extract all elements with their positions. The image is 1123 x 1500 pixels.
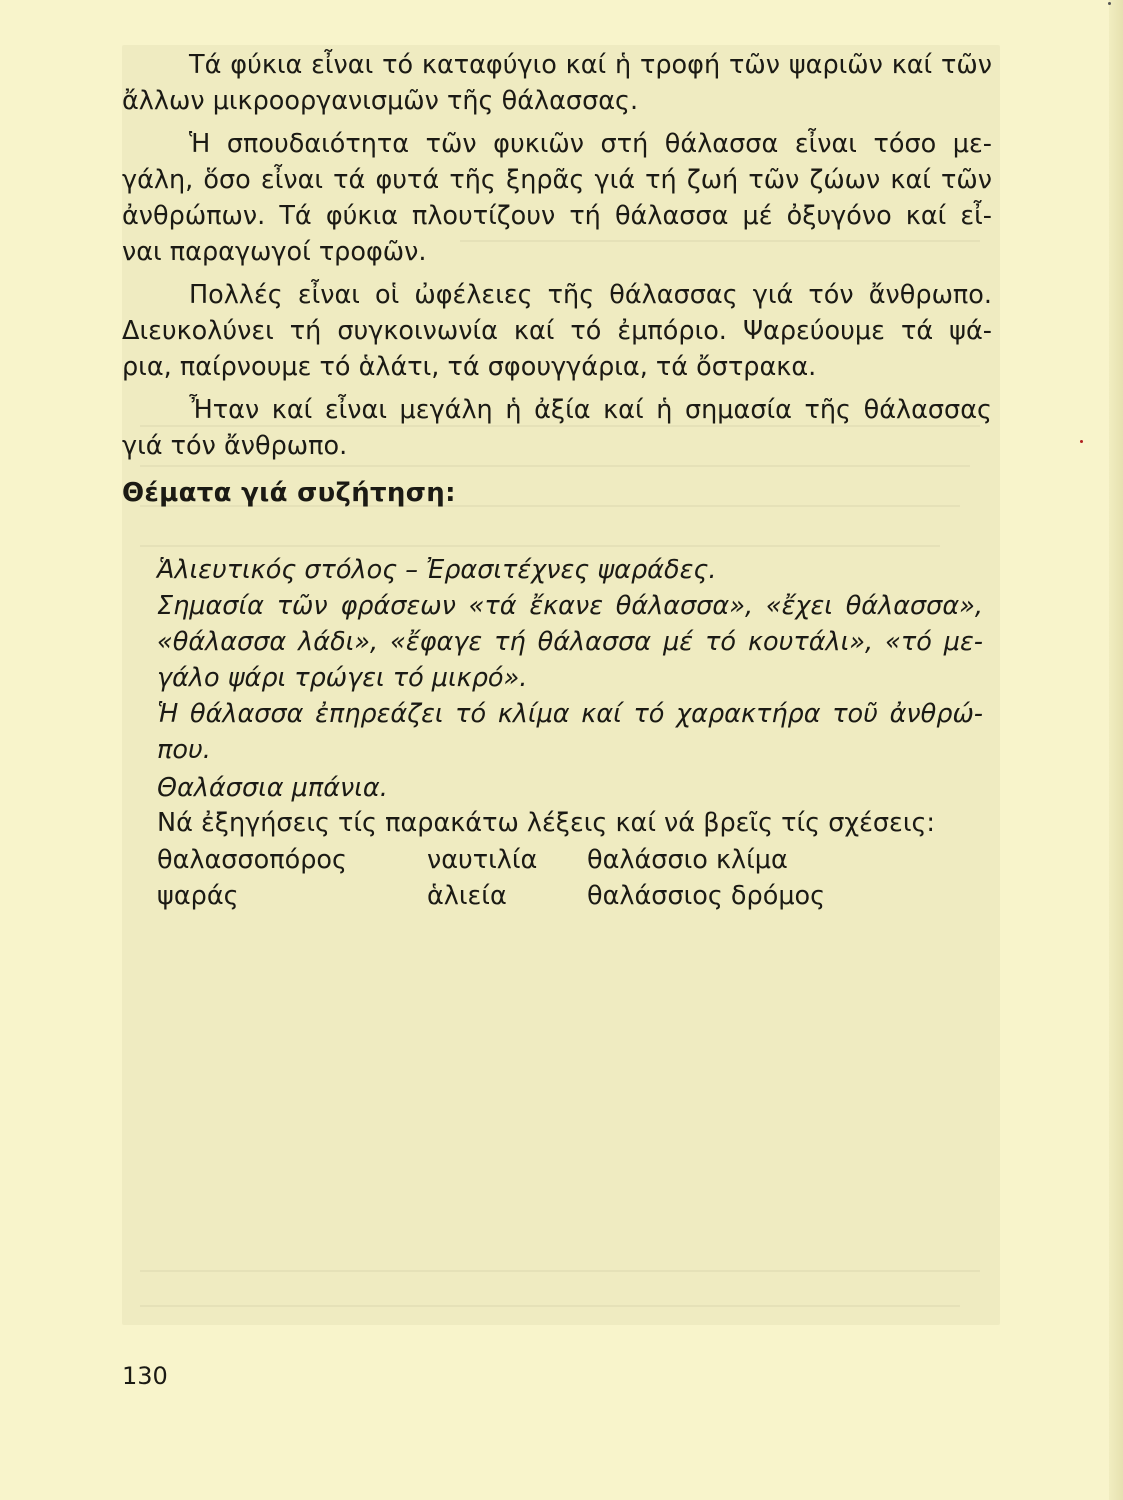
text-line: ρια, παίρνουμε τό ἁλάτι, τά σφουγγάρια, τά ὄστρακα. [122, 352, 817, 382]
paragraph-4 [122, 392, 992, 464]
word: ψαράς [157, 881, 239, 911]
paragraph-3 [122, 277, 992, 385]
topic-line: «θάλασσα λάδι», «ἔφαγε τή θάλασσα μέ τό κουτάλι», «τό με- [157, 627, 983, 657]
page-edge [1109, 0, 1123, 1500]
ink-speck [1108, 2, 1111, 5]
text-line: γιά τόν ἄνθρωπο. [122, 431, 348, 461]
text-line: Πολλές εἶναι οἱ ὠφέλειες τῆς θάλασσας γιά τόν ἄνθρωπο. [189, 280, 992, 310]
paragraph-2 [122, 126, 992, 270]
text-line: ναι παραγωγοί τροφῶν. [122, 237, 427, 267]
word: θαλάσσιος δρόμος [587, 881, 826, 911]
discussion-heading: Θέματα γιά συζήτηση: [122, 478, 456, 508]
word: ἁλιεία [427, 881, 507, 911]
text-line: Διευκολύνει τή συγκοινωνία καί τό ἐμπόριο. Ψαρεύουμε τά ψά- [122, 316, 992, 346]
text-line: Τά φύκια εἶναι τό καταφύγιο καί ἡ τροφή τῶν ψαριῶν καί τῶν [189, 50, 992, 80]
topic-line: Θαλάσσια μπάνια. [157, 773, 388, 803]
topic-line: Ἁλιευτικός στόλος – Ἐρασιτέχνες ψαράδες. [157, 555, 717, 585]
exercise-instruction [157, 805, 983, 841]
word: θαλάσσιο κλίμα [587, 845, 788, 875]
topic-line: γάλο ψάρι τρώγει τό μικρό». [157, 663, 528, 693]
text-line: Ἦταν καί εἶναι μεγάλη ἡ ἀξία καί ἡ σημασία τῆς θάλασσας [189, 395, 992, 425]
instruction-text: Νά ἐξηγήσεις τίς παρακάτω λέξεις καί νά βρεῖς τίς σχέσεις: [157, 808, 936, 838]
word: θαλασσοπόρος [157, 845, 347, 875]
topic-line: Σημασία τῶν φράσεων «τά ἔκανε θάλασσα», «ἔχει θάλασσα», [157, 591, 983, 621]
word-list [157, 842, 857, 914]
ink-speck [1080, 440, 1083, 443]
text-line: ἄλλων μικροοργανισμῶν τῆς θάλασσας. [122, 86, 639, 116]
discussion-topics [157, 552, 983, 806]
text-line: Ἡ σπουδαιότητα τῶν φυκιῶν στή θάλασσα εἶναι τόσο με- [189, 129, 992, 159]
word-row [157, 878, 857, 914]
topic-line: Ἡ θάλασσα ἐπηρεάζει τό κλίμα καί τό χαρακτήρα τοῦ ἀνθρώ- [157, 699, 983, 729]
text-line: ἀνθρώπων. Τά φύκια πλουτίζουν τή θάλασσα μέ ὀξυγόνο καί εἶ- [122, 201, 992, 231]
body-text [122, 47, 992, 464]
word: ναυτιλία [427, 845, 538, 875]
word-row [157, 842, 857, 878]
paragraph-1 [122, 47, 992, 119]
page-number: 130 [122, 1362, 168, 1390]
topic-line: που. [157, 735, 211, 765]
text-line: γάλη, ὅσο εἶναι τά φυτά τῆς ξηρᾶς γιά τή ζωή τῶν ζώων καί τῶν [122, 165, 992, 195]
